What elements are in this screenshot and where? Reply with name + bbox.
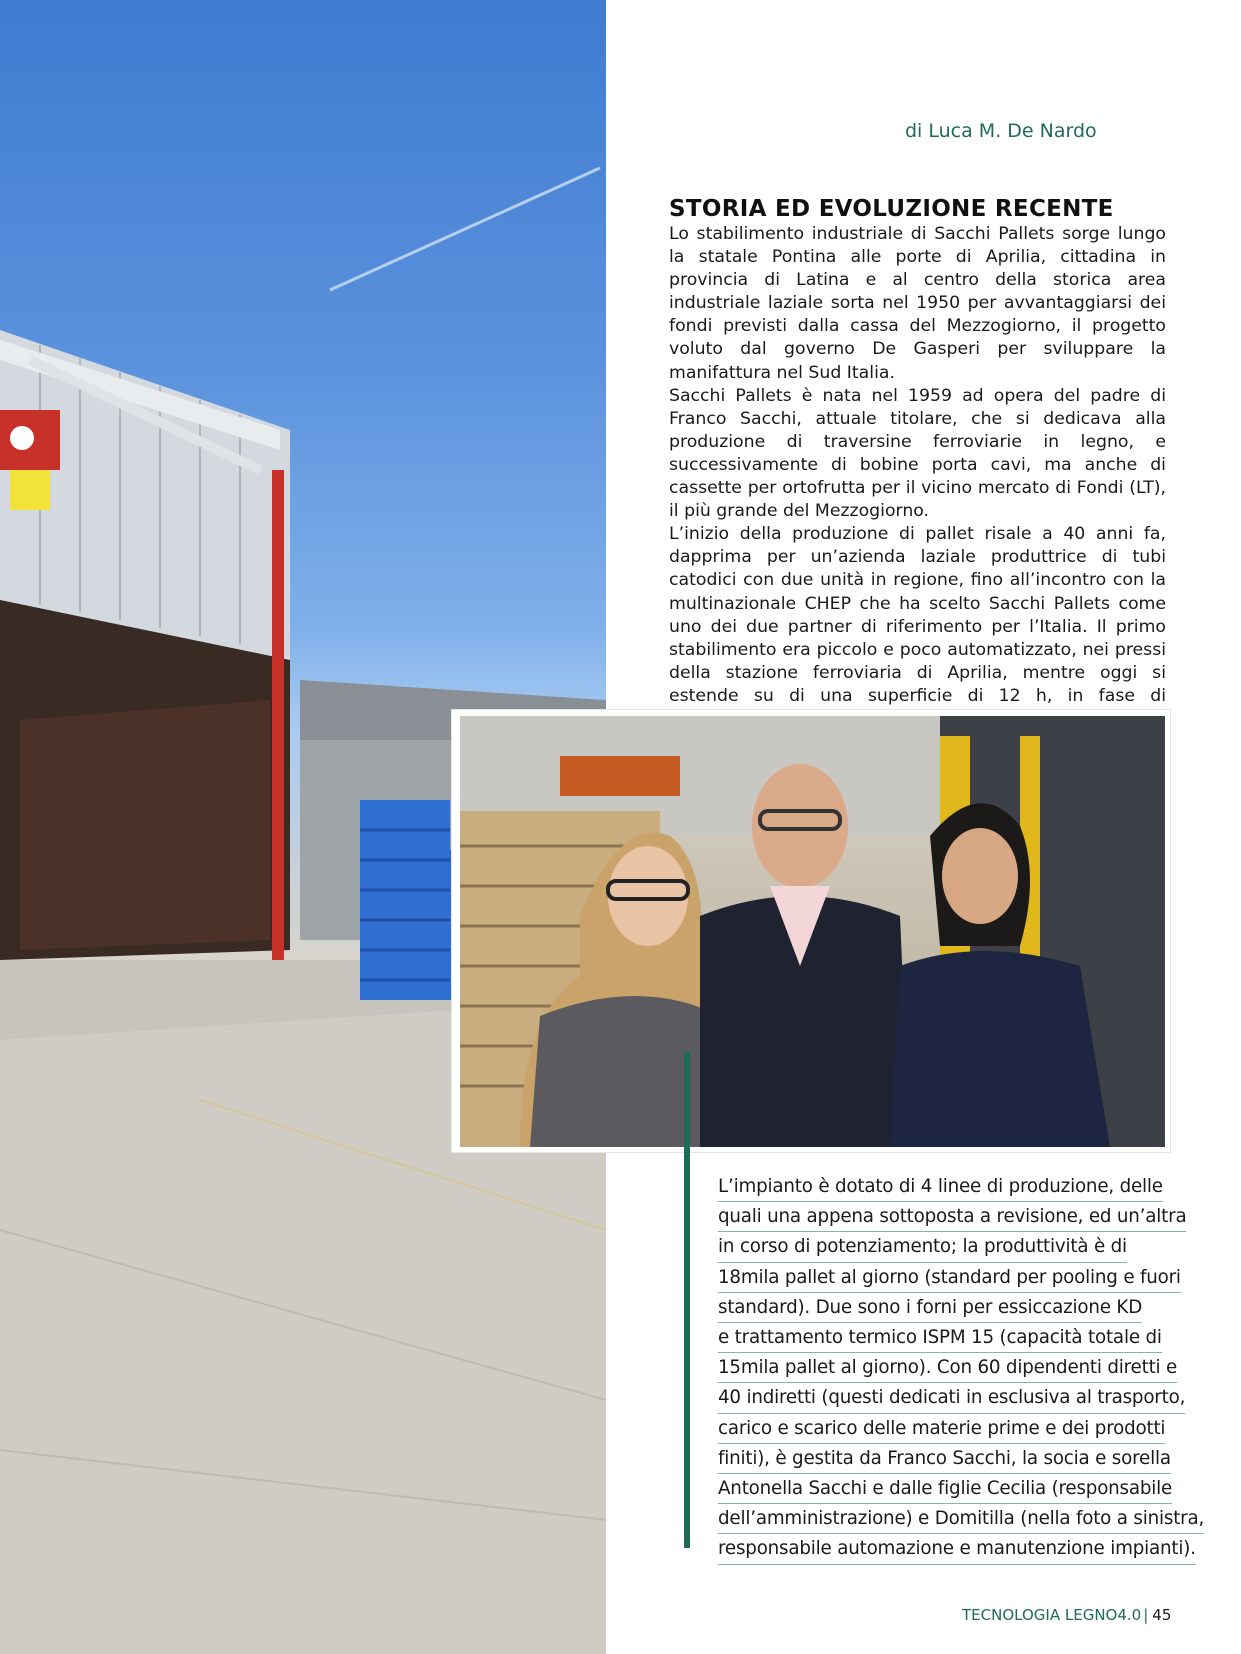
caption-line: L’impianto è dotato di 4 linee di produzione, delle (718, 1172, 1163, 1202)
caption-line: 40 indiretti (questi dedicati in esclusiva al trasporto, (718, 1383, 1185, 1413)
caption-accent-rule (684, 1052, 690, 1548)
caption-line: carico e scarico delle materie prime e dei prodotti (718, 1414, 1165, 1444)
caption-line: quali una appena sottoposta a revisione, ed un’altra (718, 1202, 1186, 1232)
caption-line: 15mila pallet al giorno). Con 60 dipendenti diretti e (718, 1353, 1177, 1383)
article-body (669, 223, 1166, 731)
page-footer (962, 1606, 1202, 1624)
caption-line: responsabile automazione e manutenzione impianti). (718, 1534, 1196, 1564)
caption-line: in corso di potenziamento; la produttività è di (718, 1232, 1127, 1262)
people-photo-frame (452, 710, 1170, 1152)
magazine-name-part2: LEGNO4.0 (1064, 1606, 1142, 1624)
people-photo-illustration (460, 716, 1165, 1147)
photo-caption (718, 1172, 1205, 1565)
caption-line: 18mila pallet al giorno (standard per pooling e fuori (718, 1263, 1181, 1293)
byline: di Luca M. De Nardo (905, 120, 1097, 142)
page-number: 45 (1152, 1606, 1172, 1624)
people-photo (460, 716, 1165, 1147)
magazine-name-part1: TECNOLOGIA (962, 1606, 1061, 1624)
caption-line: e trattamento termico ISPM 15 (capacità totale di (718, 1323, 1162, 1353)
caption-line: finiti), è gestita da Franco Sacchi, la socia e sorella (718, 1444, 1171, 1474)
caption-line: dell’amministrazione) e Domitilla (nella foto a sinistra, (718, 1504, 1204, 1534)
caption-line: Antonella Sacchi e dalle figlie Cecilia (responsabile (718, 1474, 1172, 1504)
article-paragraph: L’inizio della produzione di pallet risale a 40 anni fa, dapprima per un’azienda laziale produttrice di tubi catodici con due unità in regione, fino all’incontro con la multinazionale CHEP che ha scelto Sacchi Pallets come uno dei due partner di riferimento per l’Italia. Il primo stabilimento era piccolo e poco automatizzato, nei pressi della stazione ferroviaria di Aprilia, mentre oggi si estende su di una superficie di 12 h, in fase di (669, 524, 1166, 706)
footer-separator: | (1143, 1606, 1149, 1624)
caption-line: standard). Due sono i forni per essiccazione KD (718, 1293, 1142, 1323)
section-heading: STORIA ED EVOLUZIONE RECENTE (669, 196, 1114, 222)
article-paragraph: Lo stabilimento industriale di Sacchi Pallets sorge lungo la statale Pontina alle porte di Aprilia, cittadina in provincia di Latina e al centro della storica area industriale laziale sorta nel 1950 per avvantaggiarsi dei fondi previsti dalla cassa del Mezzogiorno, il progetto voluto dal governo De Gasperi per sviluppare la manifattura nel Sud Italia. (669, 224, 1166, 383)
article-paragraph: Sacchi Pallets è nata nel 1959 ad opera del padre di Franco Sacchi, attuale titolare, che si dedicava alla produzione di traversine ferroviarie in legno, e successivamente di bobine porta cavi, ma anche di cassette per ortofrutta per il vicino mercato di Fondi (LT), il più grande del Mezzogiorno. (669, 385, 1166, 522)
